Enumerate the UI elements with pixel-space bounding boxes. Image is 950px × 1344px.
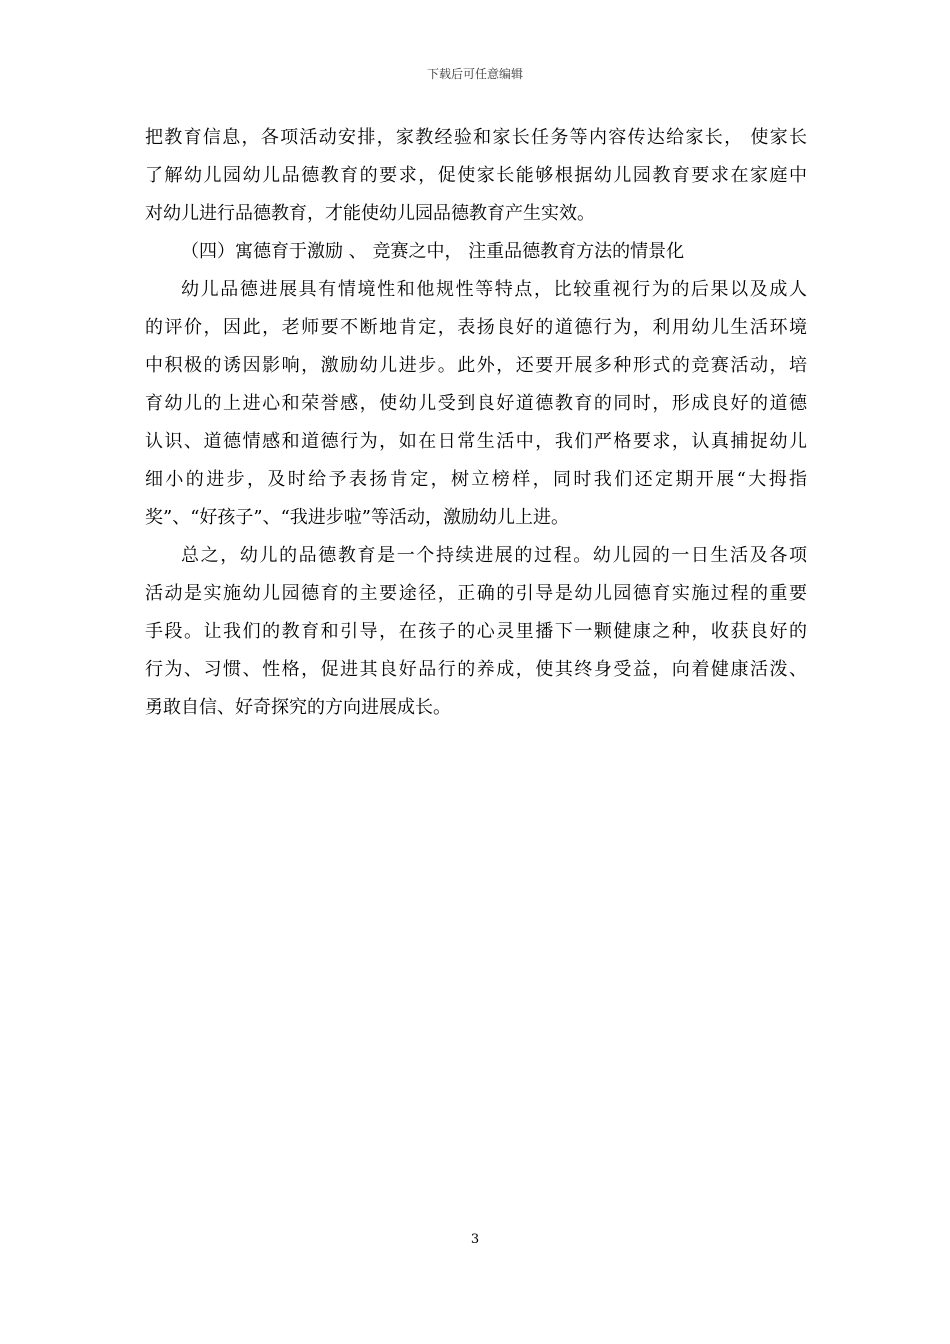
text-line-6: 的评价，因此，老师要不断地肯定，表扬良好的道德行为，利用幼儿生活环境: [145, 317, 807, 338]
page-number: 3: [470, 1232, 480, 1247]
text-line-1: 把教育信息，各项活动安排，家教经验和家长任务等内容传达给家长， 使家长: [145, 127, 807, 148]
text-line-3: 对幼儿进行品德教育，才能使幼儿园品德教育产生实效。: [145, 203, 595, 224]
section-heading: （四）寓德育于激励 、 竞赛之中， 注重品德教育方法的情景化: [181, 241, 685, 262]
text-line-10: 细小的进步，及时给予表扬肯定，树立榜样，同时我们还定期开展“大拇指: [145, 469, 807, 490]
text-line-7: 中积极的诱因影响，激励幼儿进步。此外，还要开展多种形式的竞赛活动，培: [145, 355, 807, 376]
text-line-12: 总之，幼儿的品德教育是一个持续进展的过程。幼儿园的一日生活及各项: [181, 545, 807, 566]
text-line-11: 奖”、“好孩子”、“我进步啦”等活动，激励幼儿上进。: [145, 507, 570, 528]
text-line-2: 了解幼儿园幼儿品德教育的要求，促使家长能够根据幼儿园教育要求在家庭中: [145, 165, 807, 186]
text-line-14: 手段。让我们的教育和引导，在孩子的心灵里播下一颗健康之种，收获良好的: [145, 621, 807, 642]
document-body: [145, 119, 807, 727]
text-line-9: 认识、道德情感和道德行为，如在日常生活中，我们严格要求，认真捕捉幼儿: [145, 431, 807, 452]
text-line-8: 育幼儿的上进心和荣誉感，使幼儿受到良好道德教育的同时，形成良好的道德: [145, 393, 807, 414]
text-line-15: 行为、习惯、性格，促进其良好品行的养成，使其终身受益，向着健康活泼、: [145, 659, 807, 680]
text-line-5: 幼儿品德进展具有情境性和他规性等特点，比较重视行为的后果以及成人: [181, 279, 807, 300]
page-header: 下载后可任意编辑: [426, 67, 523, 81]
text-line-13: 活动是实施幼儿园德育的主要途径，正确的引导是幼儿园德育实施过程的重要: [145, 583, 807, 604]
text-line-16: 勇敢自信、好奇探究的方向进展成长。: [145, 697, 451, 718]
